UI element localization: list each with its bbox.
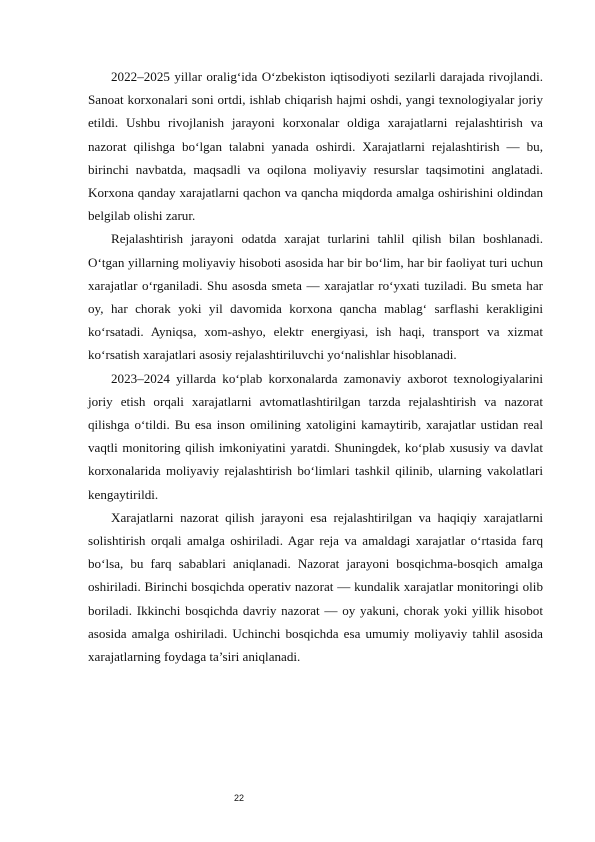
- page-number: 22: [233, 793, 244, 803]
- paragraph-3: 2023–2024 yillarda ko‘plab korxonalarda zamonaviy axborot texnologiyalarini joriy etish orqali xarajatlarni avtomatlashtirilgan tarzda rejalashtirish va nazorat qilishga o‘tildi. Bu esa inson omilining xatoligini kamaytirib, xarajatlar ustidan real vaqtli monitoring qilish imkoniyatini yaratdi. Shuningdek, ko‘plab xususiy va davlat korxonalarida moliyaviy rejalashtirish bo‘limlari tashkil qilinib, ularning vakolatlari kengaytirildi.: [88, 370, 543, 502]
- paragraph-1: 2022–2025 yillar oralig‘ida O‘zbekiston iqtisodiyoti sezilarli darajada rivojlandi. Sanoat korxonalari soni ortdi, ishlab chiqarish hajmi oshdi, yangi texnologiyalar joriy etildi. Ushbu rivojlanish jarayoni korxonalar oldiga xarajatlarni rejalashtirish va nazorat qilishga bo‘lgan talabni yanada oshirdi. Xarajatlarni rejalashtirish — bu, birinchi navbatda, maqsadli va oqilona moliyaviy resurslar taqsimotini anglatadi. Korxona qanday xarajatlarni qachon va qancha miqdorda amalga oshirishini oldindan belgilab olishi zarur.: [88, 69, 543, 224]
- body-text: [88, 65, 543, 668]
- paragraph-2: Rejalashtirish jarayoni odatda xarajat turlarini tahlil qilish bilan boshlanadi. O‘tgan yillarning moliyaviy hisoboti asosida har bir bo‘lim, har bir faoliyat turi uchun xarajatlar o‘rganiladi. Shu asosda smeta — xarajatlar ro‘yxati tuziladi. Bu smeta har oy, har chorak yoki yil davomida korxona qancha mablag‘ sarflashi kerakligini ko‘rsatadi. Ayniqsa, xom-ashyo, elektr energiyasi, ish haqi, transport va xizmat ko‘rsatish xarajatlari asosiy rejalashtiriluvchi yo‘nalishlar hisoblanadi.: [88, 231, 543, 363]
- paragraph-4: Xarajatlarni nazorat qilish jarayoni esa rejalashtirilgan va haqiqiy xarajatlarni solishtirish orqali amalga oshiriladi. Agar reja va amaldagi xarajatlar o‘rtasida farq bo‘lsa, bu farq sabablari aniqlanadi. Nazorat jarayoni bosqichma-bosqich amalga oshiriladi. Birinchi bosqichda operativ nazorat — kundalik xarajatlar monitoringi olib boriladi. Ikkinchi bosqichda davriy nazorat — oy yakuni, chorak yoki yillik hisobot asosida amalga oshiriladi. Uchinchi bosqichda esa umumiy moliyaviy tahlil asosida xarajatlarning foydaga ta’siri aniqlanadi.: [88, 509, 543, 665]
